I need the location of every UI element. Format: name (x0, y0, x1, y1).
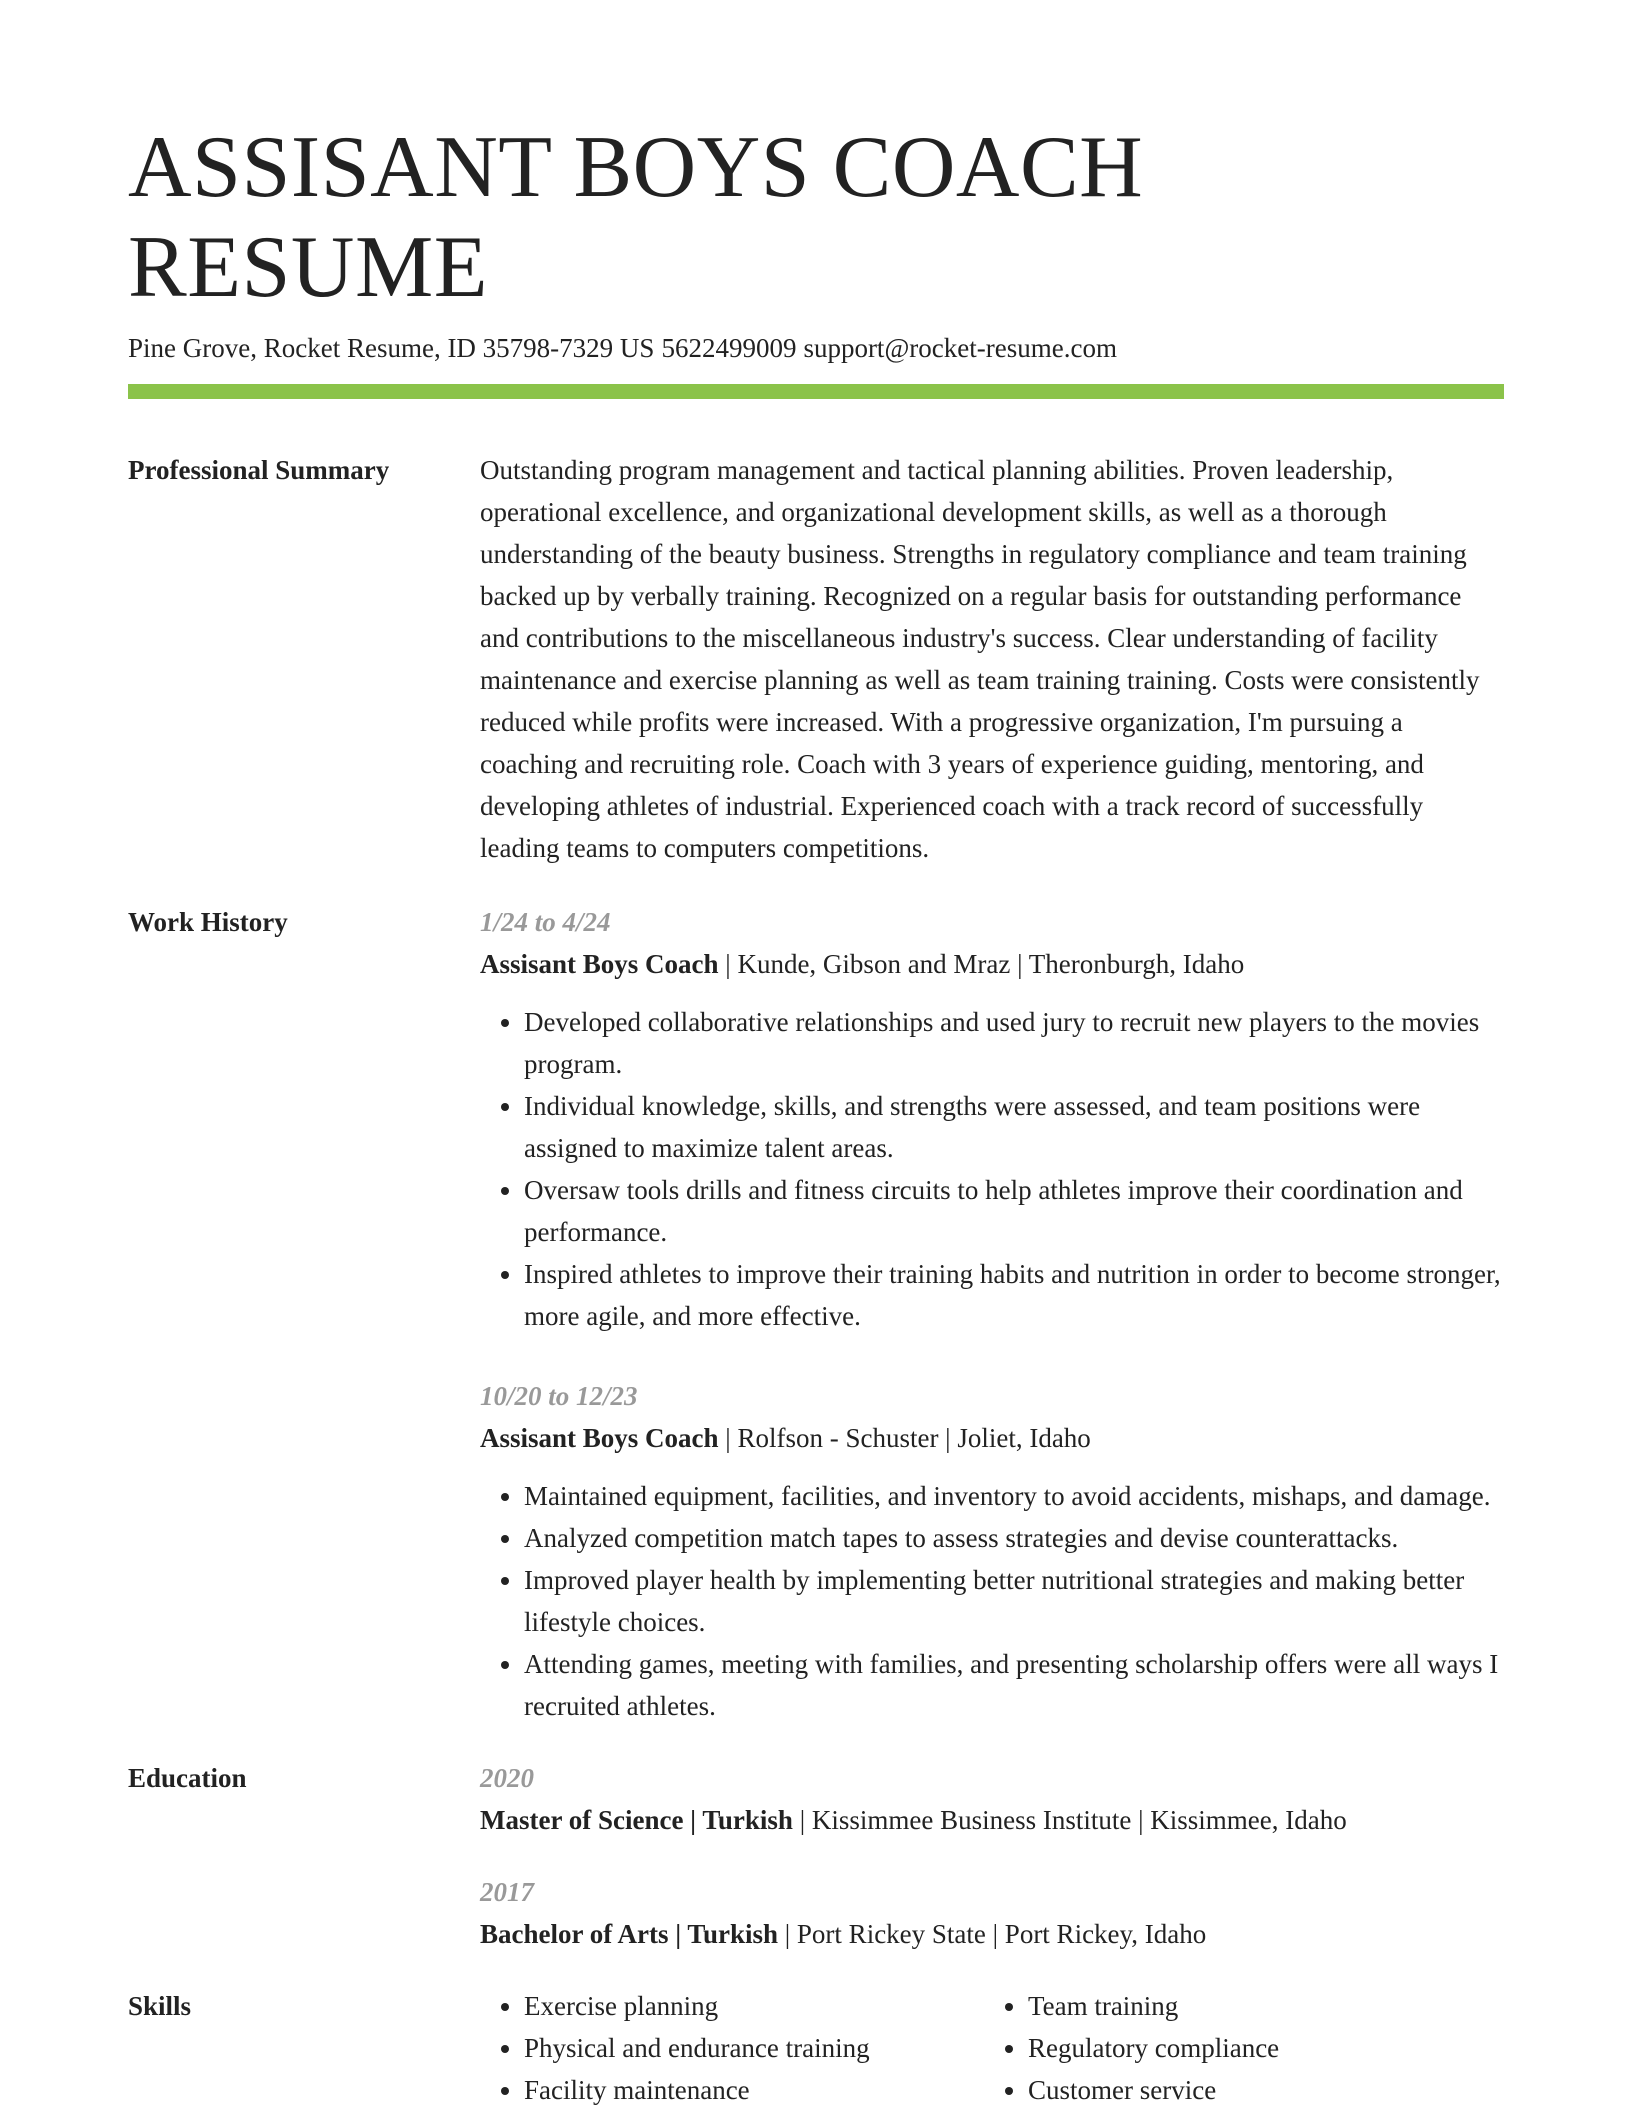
summary-text: Outstanding program management and tactical planning abilities. Proven leadership, operational excellence, and organizational development skills, as well as a thorough understanding of the beauty business. Strengths in regulatory compliance and team training backed up by verbally training. Recognized on a regular basis for outstanding performance and contributions to the miscellaneous industry's success. Clear understanding of facility maintenance and exercise planning as well as team training training. Costs were consistently reduced while profits were increased. With a progressive organization, I'm pursuing a coaching and recruiting role. Coach with 3 years of experience guiding, mentoring, and developing athletes of industrial. Experienced coach with a track record of successfully leading teams to computers competitions. (480, 455, 1480, 863)
education-details: | Kissimmee Business Institute | Kissimmee, Idaho (792, 1805, 1347, 1835)
job-details: | Rolfson - Schuster | Joliet, Idaho (718, 1423, 1091, 1453)
job-role-line (480, 943, 1504, 985)
job-bullet: • Individual knowledge, skills, and strengths were assessed, and team positions were assigned to maximize talent areas. (524, 1085, 1504, 1169)
education-year: 2017 (480, 1877, 534, 1907)
job-bullet: • Attending games, meeting with families, and presenting scholarship offers were all ways I recruited athletes. (524, 1643, 1504, 1727)
job-bullets (480, 1001, 1504, 1337)
contact-location: Pine Grove, Rocket Resume, ID 35798-7329 US (128, 333, 655, 363)
job-details: | Kunde, Gibson and Mraz | Theronburgh, Idaho (718, 949, 1245, 979)
job-bullet: • Improved player health by implementing better nutritional strategies and making better lifestyle choices. (524, 1559, 1504, 1643)
summary-section (128, 449, 1504, 869)
section-label-education: Education (128, 1763, 247, 1793)
skill-item: • Customer service (1028, 2069, 1488, 2111)
section-label-skills: Skills (128, 1991, 192, 2021)
work-history-section (128, 901, 1504, 1727)
skill-item: • Regulatory compliance (1028, 2027, 1488, 2069)
education-section (128, 1757, 1504, 1955)
job-entry (480, 1375, 1504, 1727)
skill-item: • Team training (1028, 1985, 1488, 2027)
job-entry (480, 901, 1504, 1337)
education-year: 2020 (480, 1763, 534, 1793)
resume-title: ASSISANT BOYS COACH RESUME (128, 119, 1144, 316)
skill-item: • Exercise planning (524, 1985, 984, 2027)
job-bullet: • Oversaw tools drills and fitness circuits to help athletes improve their coordination and performance. (524, 1169, 1504, 1253)
job-bullet: • Maintained equipment, facilities, and inventory to avoid accidents, mishaps, and damage. (524, 1475, 1504, 1517)
job-title: Assisant Boys Coach (480, 949, 719, 979)
education-line (480, 1913, 1504, 1955)
contact-line (128, 330, 1504, 366)
contact-email: support@rocket-resume.com (803, 333, 1117, 363)
skill-item: • Physical and endurance training (524, 2027, 984, 2069)
job-bullet: • Developed collaborative relationships and used jury to recruit new players to the movies program. (524, 1001, 1504, 1085)
education-degree: Master of Science | Turkish (480, 1805, 793, 1835)
job-bullet: • Analyzed competition match tapes to assess strategies and devise counterattacks. (524, 1517, 1504, 1559)
skills-list-left (480, 1985, 984, 2111)
education-line (480, 1799, 1504, 1841)
header-divider (128, 384, 1504, 399)
skills-columns (480, 1985, 1504, 2111)
job-bullet: • Inspired athletes to improve their training habits and nutrition in order to become stronger, more agile, and more effective. (524, 1253, 1504, 1337)
contact-phone: 5622499009 (661, 333, 797, 363)
education-degree: Bachelor of Arts | Turkish (480, 1919, 779, 1949)
education-entry (480, 1757, 1504, 1841)
skills-section (128, 1985, 1504, 2111)
job-role-line (480, 1417, 1504, 1459)
job-title: Assisant Boys Coach (480, 1423, 719, 1453)
education-entry (480, 1871, 1504, 1955)
job-dates: 1/24 to 4/24 (480, 907, 611, 937)
resume-page (128, 118, 1504, 2111)
education-details: | Port Rickey State | Port Rickey, Idaho (778, 1919, 1207, 1949)
skill-item: • Facility maintenance (524, 2069, 984, 2111)
skills-list-right (984, 1985, 1488, 2111)
job-bullets (480, 1475, 1504, 1727)
section-label-work-history: Work History (128, 907, 288, 937)
section-label-summary: Professional Summary (128, 455, 390, 485)
job-dates: 10/20 to 12/23 (480, 1381, 638, 1411)
